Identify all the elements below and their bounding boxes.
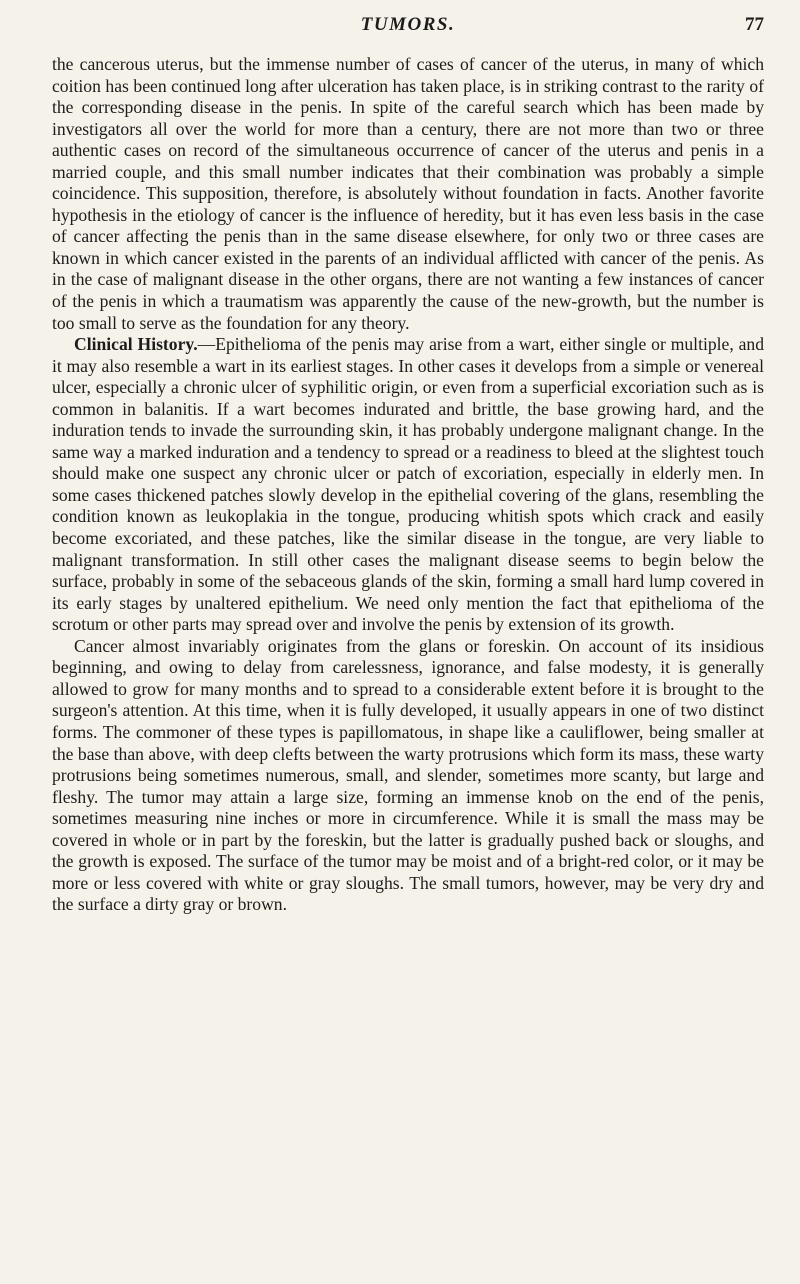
- body-text: [52, 54, 764, 916]
- page-header: [52, 14, 764, 46]
- section-heading: Clinical History.: [74, 334, 198, 355]
- paragraph-text: the cancerous uterus, but the immense number of cases of cancer of the uterus, in many of which coition has been continued long after ulceration has taken place, is in striking contrast to the rarity of the corresponding disease in the penis. In spite of the careful search which has been made by investigators all over the world for more than a century, there are not more than two or three authentic cases on record of the simultaneous occurrence of cancer of the uterus and penis in a married couple, and this small number indicates that their combination was probably a simple coincidence. This supposition, therefore, is absolutely without foundation in facts. Another favorite hypothesis in the etiology of cancer is the influence of heredity, but it has even less basis in the case of cancer affecting the penis than in the same disease elsewhere, for only two or three cases are known in which cancer existed in the parents of an individual afflicted with cancer of the penis. As in the case of malignant disease in the other organs, there are not wanting a few instances of cancer of the penis in which a traumatism was apparently the cause of the new-growth, but the number is too small to serve as the foundation for any theory.: [52, 54, 764, 333]
- running-title: TUMORS.: [360, 14, 456, 35]
- paragraph: [52, 54, 764, 334]
- paragraph-text: —Epithelioma of the penis may arise from a wart, either single or multiple, and it may also resemble a wart in its earliest stages. In other cases it develops from a simple or venereal ulcer, especially a chronic ulcer of syphilitic origin, or even from a superficial excoriation such as is common in balanitis. If a wart becomes indurated and brittle, the base growing hard, and the induration tends to invade the surrounding skin, it has probably undergone malignant change. In the same way a marked induration and a tendency to spread or a readiness to bleed at the slightest touch should make one suspect any chronic ulcer or patch of excoriation, especially in elderly men. In some cases thickened patches slowly develop in the epithelial covering of the glans, resembling the condition known as leukoplakia in the tongue, producing whitish spots which crack and easily become excoriated, and these patches, like the similar disease in the tongue, are very liable to malignant transformation. In still other cases the malignant disease seems to begin below the surface, probably in some of the sebaceous glands of the skin, forming a small hard lump covered in its early stages by unaltered epithelium. We need only mention the fact that epithelioma of the scrotum or other parts may spread over and involve the penis by extension of its growth.: [52, 334, 764, 635]
- paragraph-text: Cancer almost invariably originates from the glans or foreskin. On account of its insidious beginning, and owing to delay from carelessness, ignorance, and false modesty, it is generally allowed to grow for many months and to spread to a considerable extent before it is brought to the surgeon's attention. At this time, when it is fully developed, it usually appears in one of two distinct forms. The commoner of these types is papillomatous, in shape like a cauliflower, being smaller at the base than above, with deep clefts between the warty protrusions which form its mass, these warty protrusions being sometimes numerous, small, and slender, sometimes more scanty, but large and fleshy. The tumor may attain a large size, forming an immense knob on the end of the penis, sometimes measuring nine inches or more in circumference. While it is small the mass may be covered in whole or in part by the foreskin, but the latter is gradually pushed back or sloughs, and the growth is exposed. The surface of the tumor may be moist and of a bright-red color, or it may be more or less covered with white or gray sloughs. The small tumors, however, may be very dry and the surface a dirty gray or brown.: [52, 635, 764, 915]
- page-number: 77: [745, 14, 764, 35]
- paragraph: [52, 636, 764, 916]
- paragraph: [52, 334, 764, 636]
